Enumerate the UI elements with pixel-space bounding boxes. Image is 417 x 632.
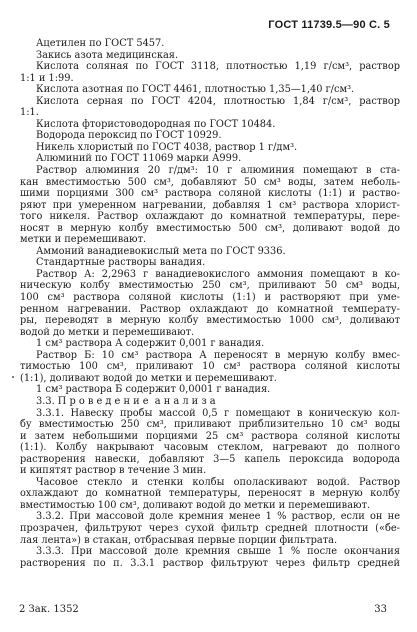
text-line: лая лента») в стакан, отбрасывая первые порции фильтрата. xyxy=(20,534,338,546)
text-line: Раствор Б: 10 см³ раствора А переносят в мерную колбу вмес- xyxy=(36,349,400,361)
text-line: 3.3.1. Навеску пробы массой 0,5 г помещают в коническую кол- xyxy=(36,407,400,419)
text-line: 1:1. xyxy=(20,107,39,119)
text-line: ряют при умеренном нагревании, добавляя 1 см³ раствора хлорист- xyxy=(20,199,400,211)
text-line: растворения по п. 3.3.1 раствор фильтруют через фильтр средней xyxy=(20,557,400,569)
text-line: Кислота фтористоводородная по ГОСТ 10484. xyxy=(36,118,276,130)
text-line: шими порциями 300 см³ раствора соляной кислоты (1:1) и раство- xyxy=(20,188,400,200)
text-line: 3.3. П р о в е д е н и е а н а л и з а xyxy=(36,395,216,407)
text-line: Раствор А: 2,2963 г ванадиевокислого аммония помещают в ко- xyxy=(36,268,400,280)
text-line: 100 см³ раствора соляной кислоты (1:1) и растворяют при уме- xyxy=(20,292,400,304)
page-footer xyxy=(19,604,387,615)
text-line: ры, переводят в мерную колбу вместимостью 1000 см³, доливают xyxy=(20,315,400,327)
text-line: кан вместимостью 500 см³, добавляют 50 см³ воды, затем неболь- xyxy=(20,176,400,188)
text-line: 3.3.2. При массовой доле кремния менее 1 % раствор, если он не xyxy=(36,511,400,523)
text-line: Аммоний ванадиевокислый мета по ГОСТ 9336. xyxy=(36,245,286,257)
text-line: 1 см³ раствора Б содержит 0,0001 г ванадия. xyxy=(36,384,271,396)
text-line: Кислота соляная по ГОСТ 3118, плотностью 1,19 г/см³, раствор xyxy=(36,61,400,73)
text-line: Алюминий по ГОСТ 11069 марки А999. xyxy=(36,153,242,165)
text-line: Стандартные растворы ванадия. xyxy=(36,257,206,269)
text-line: растворения навески, добавляют 3—5 капель пероксида водорода xyxy=(20,453,400,465)
text-line: прозрачен, фильтруют через сухой фильтр средней плотности («бе- xyxy=(20,522,400,534)
text-line: Закись азота медицинская. xyxy=(36,49,179,61)
text-line: вместимостью 100 см³, доливают водой до метки и перемешивают. xyxy=(20,499,371,511)
text-line: 3.3.3. При массовой доле кремния свыше 1 % после окончания xyxy=(36,546,400,558)
text-line: ническую колбу вместимостью 250 см³, приливают 50 см³ воды, xyxy=(20,280,400,292)
margin-mark xyxy=(12,376,14,378)
text-line: Раствор алюминия 20 г/дм³: 10 г алюминия помещают в ста- xyxy=(36,165,400,177)
text-line: Часовое стекло и стенки колбы ополаскивают водой. Раствор xyxy=(36,476,400,488)
text-line: носят в мерную колбу вместимостью 500 см³, доливают водой до xyxy=(20,222,400,234)
document-body xyxy=(20,38,400,569)
text-line: тимостью 100 см³, приливают 10 см³ раствора соляной кислоты xyxy=(20,361,400,373)
text-line: водой до метки и перемешивают. xyxy=(20,326,195,338)
order-number: 2 Зак. 1352 xyxy=(19,604,79,615)
text-line: Кислота азотная по ГОСТ 4461, плотностью 1,35—1,40 г/см³. xyxy=(36,84,355,96)
text-line: Ацетилен по ГОСТ 5457. xyxy=(36,38,165,49)
text-line: охлаждают до комнатной температуры, переносят в мерную колбу xyxy=(20,488,400,500)
text-line: Никель хлористый по ГОСТ 4038, раствор 1 г/дм³. xyxy=(36,141,298,153)
text-line: Водорода пероксид по ГОСТ 10929. xyxy=(36,130,222,142)
text-line: 1:1 и 1:99. xyxy=(20,72,74,84)
text-line: и затем небольшими порциями 25 см³ раствора соляной кислоты xyxy=(20,430,400,442)
page-header: ГОСТ 11739.5—90 С. 5 xyxy=(268,19,390,31)
text-line: того никеля. Раствор охлаждают до комнатной температуры, пере- xyxy=(20,211,400,223)
text-line: Кислота серная по ГОСТ 4204, плотностью 1,84 г/см³, раствор xyxy=(36,95,400,107)
text-line: (1:1). Колбу накрывают часовым стеклом, нагревают до полного xyxy=(20,442,400,454)
text-line: (1:1), доливают водой до метки и перемешивают. xyxy=(20,372,277,384)
text-line: 1 см³ раствора А содержит 0,001 г ванадия. xyxy=(36,338,265,350)
text-line: и кипятят раствор в течение 3 мин. xyxy=(20,465,207,477)
text-line: бу вместимостью 250 см³, приливают приблизительно 10 см³ воды xyxy=(20,419,400,431)
text-line: метки и перемешивают. xyxy=(20,234,147,246)
page-number: 33 xyxy=(374,604,387,615)
text-line: ренном нагревании. Раствор охлаждают до комнатной температу- xyxy=(20,303,400,315)
